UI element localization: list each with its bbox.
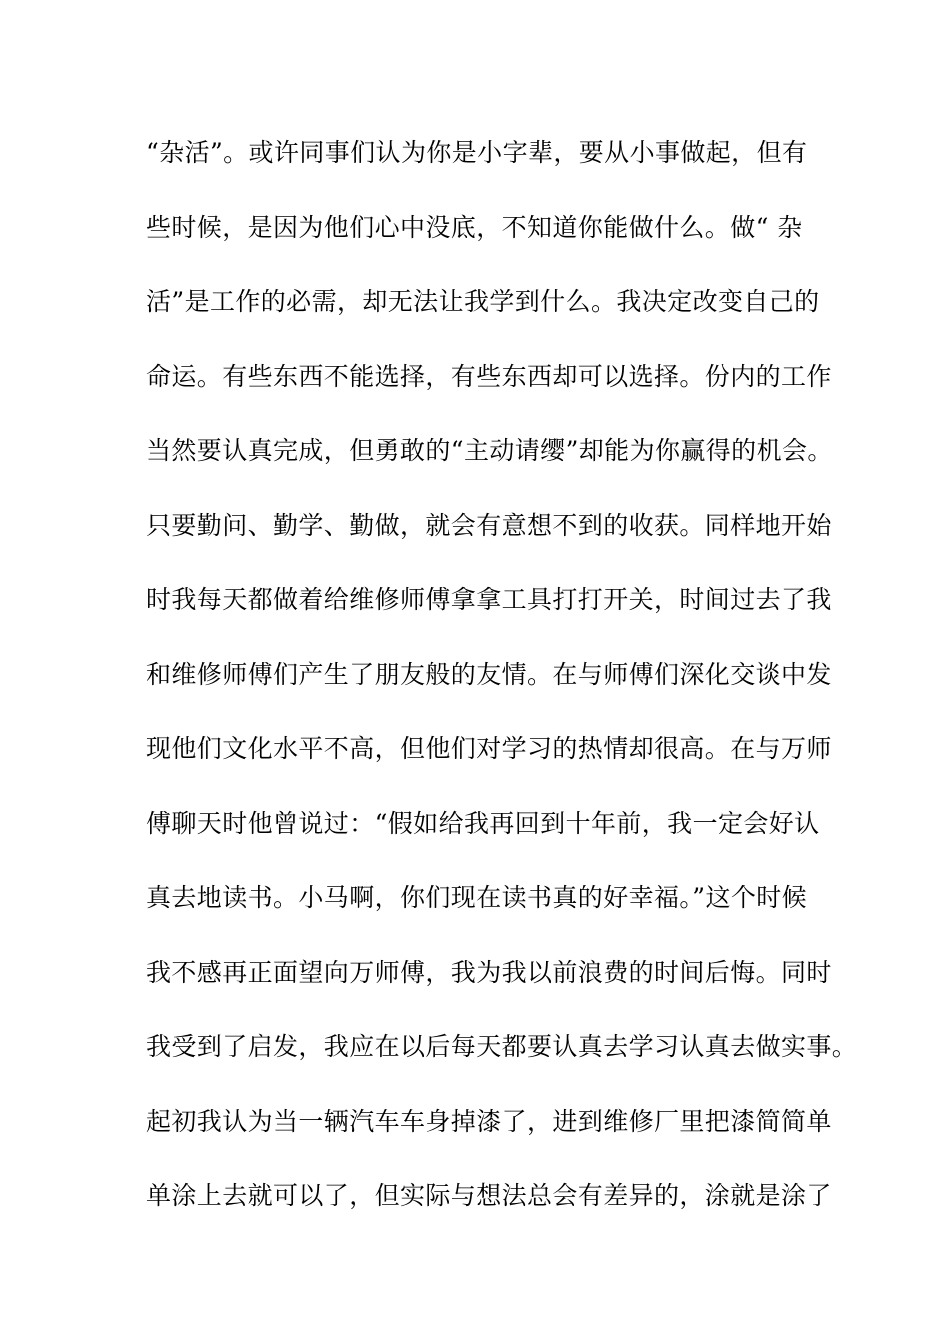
text-line: 和维修师傅们产生了朋友般的友情。在与师傅们深化交谈中发 xyxy=(146,659,832,689)
text-line: 起初我认为当一辆汽车车身掉漆了，进到维修厂里把漆简简单 xyxy=(146,1106,832,1136)
text-line: 真去地读书。小马啊，你们现在读书真的好幸福。”这个时候 xyxy=(146,883,808,912)
text-line: 傅聊天时他曾说过：“假如给我再回到十年前，我一定会好认 xyxy=(146,808,820,838)
text-line: 些时候，是因为他们心中没底，不知道你能做什么。做“ 杂 xyxy=(146,212,803,242)
text-line: 单涂上去就可以了，但实际与想法总会有差异的，涂就是涂了 xyxy=(146,1181,832,1210)
text-line: 时我每天都做着给维修师傅拿拿工具打打开关，时间过去了我 xyxy=(146,585,832,614)
text-line: 只要勤问、勤学、勤做，就会有意想不到的收获。同样地开始 xyxy=(146,510,832,540)
text-line: 我不感再正面望向万师傅，我为我以前浪费的时间后悔。同时 xyxy=(146,957,832,987)
text-line: 我受到了启发，我应在以后每天都要认真去学习认真去做实事。 xyxy=(146,1032,858,1061)
body-text xyxy=(146,131,858,1249)
text-line: “杂活”。或许同事们认为你是小字辈，要从小事做起，但有 xyxy=(146,138,808,167)
text-line: 活”是工作的必需，却无法让我学到什么。我决定改变自己的 xyxy=(146,287,820,316)
text-line: 命运。有些东西不能选择，有些东西却可以选择。份内的工作 xyxy=(146,361,832,391)
text-line: 现他们文化水平不高，但他们对学习的热情却很高。在与万师 xyxy=(146,734,832,763)
text-line: 当然要认真完成，但勇敢的“主动请缨”却能为你赢得的机会。 xyxy=(146,436,833,465)
